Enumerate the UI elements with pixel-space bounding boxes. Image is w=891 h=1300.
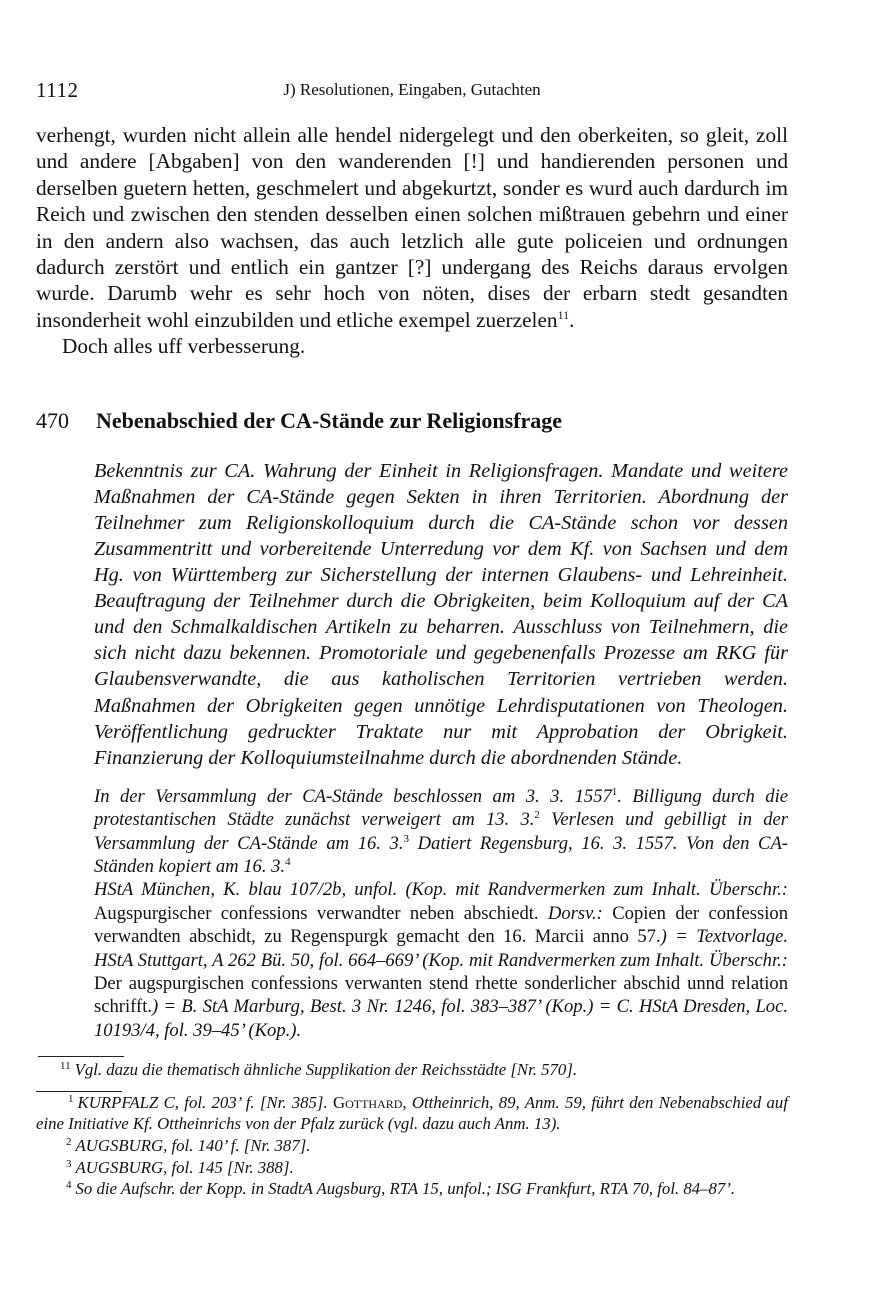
- footnote-ref-11: 11: [557, 307, 570, 322]
- source-note: [94, 785, 788, 1042]
- footnotes-section: [36, 1092, 788, 1200]
- section-summary: Bekenntnis zur CA. Wahrung der Einheit in Religionsfragen. Mandate und weitere Maßnahmen der CA-Stände gegen Sekten in ihren Territorien. Abordnung der Teilnehmer zum Religionskolloquium durch die CA-Stände schon vor dessen Zusammentritt und vorbereitende Unterredung vor dem Kf. von Sachsen und dem Hg. von Württemberg zur Sicherstellung der internen Glaubens- und Lehreinheit. Beauftragung der Teilnehmer durch die Obrigkeiten, beim Kolloquium auf der CA und den Schmalkaldischen Artikeln zu beharren. Ausschluss von Teilnehmern, die sich nicht dazu bekennen. Promotoriale und gegebenenfalls Prozesse am RKG für Glaubensverwandte, die aus katholischen Territorien vertrieben werden. Maßnahmen der Obrigkeiten gegen unnötige Lehrdisputationen von Theologen. Veröffentlichung gedruckter Traktate nur mit Approbation der Obrigkeit. Finanzierung der Kolloquiumsteilnahme durch die abordnenden Stände.: [94, 459, 788, 769]
- footnote-1: $^1$ KURPFALZ C, fol. 203’ f. [Nr. 385]. Gotthard, Ottheinrich, 89, Anm. 59, führt den Nebenabschied auf eine Initiative Kf. Ottheinrichs von der Pfalz zurück (vgl. dazu auch Anm. 13).: [36, 1092, 788, 1134]
- footnote-divider: [38, 1056, 124, 1057]
- footnote-3: $^3$ AUGSBURG, fol. 145 [Nr. 388].: [66, 1157, 294, 1177]
- source-archives: HStA München, K. blau 107/2b, unfol. (Kop. mit Randvermerken zum Inhalt. Überschr.: Augspurgischer confessions verwandter neben abschiedt. Dorsv.: Copien der confession verwandten abschidt, zu Regenspurgk gemacht den 16. Marcii anno 57.) = Textvorlage. HStA Stuttgart, A 262 Bü. 50, fol. 664–669’ (Kop. mit Randvermerken zum Inhalt. Überschr.: Der augspurgischen confessions verwanten stend rhette sonderlicher abschid unnd relation schrifft.) = B. StA Marburg, Best. 3 Nr. 1246, fol. 383–387’ (Kop.) = C. HStA Dresden, Loc. 10193/4, fol. 39–45’ (Kop.).: [94, 879, 788, 1041]
- continuation-paragraph: verhengt, wurden nicht allein alle hendel nidergelegt und den oberkeiten, so gleit, zoll und andere [Abgaben] von den wanderenden [!] und handierenden personen und derselben guetern hetten, geschmelert und abgekurtzt, sonder es wurd auch dardurch im Reich und zwischen den stenden desselben einen solchen mißtrauen gebehrn und einer in den andern also wachsen, das auch letzlich alle gute policeien und ordnungen dadurch zerstört und entlich ein gantzer [?] undergang des Reichs daraus ervolgen wurde. Darumb wehr es sehr hoch von nöten, dises der erbarn stedt gesandten insonderheit wohl einzubilden und etliche exempel zuerzelen$^{11}$.: [36, 123, 788, 332]
- source-dating: In der Versammlung der CA-Stände beschlossen am 3. 3. 1557$^1$. Billigung durch die protestantischen Städte zunächst verweigert am 13. 3.$^2$ Verlesen und gebilligt in der Versammlung der CA-Stände am 16. 3.$^3$ Datiert Regensburg, 16. 3. 1557. Von den CA-Ständen kopiert am 16. 3.$^4$: [94, 785, 789, 877]
- page-number: 1112: [36, 78, 79, 102]
- footnotes-previous: [36, 1059, 788, 1081]
- footnote-2: $^2$ AUGSBURG, fol. 140’ f. [Nr. 387].: [66, 1136, 311, 1156]
- running-title: J) Resolutionen, Eingaben, Gutachten: [283, 80, 541, 99]
- page-header: [36, 78, 788, 106]
- section-heading: [36, 408, 788, 434]
- section-title: Nebenabschied der CA-Stände zur Religionsfrage: [96, 407, 563, 433]
- footnote-4: $^4$ So die Aufschr. der Kopp. in StadtA Augsburg, RTA 15, unfol.; ISG Frankfurt, RTA 70, fol. 84–87’.: [66, 1179, 736, 1199]
- section-number: 470: [36, 407, 69, 433]
- document-page: [36, 78, 788, 1200]
- closing-line: Doch alles uff verbesserung.: [62, 334, 306, 359]
- footnote-11: $^{11}$ Vgl. dazu die thematisch ähnliche Supplikation der Reichsstädte [Nr. 570].: [60, 1060, 578, 1080]
- continuation-body: [36, 122, 788, 360]
